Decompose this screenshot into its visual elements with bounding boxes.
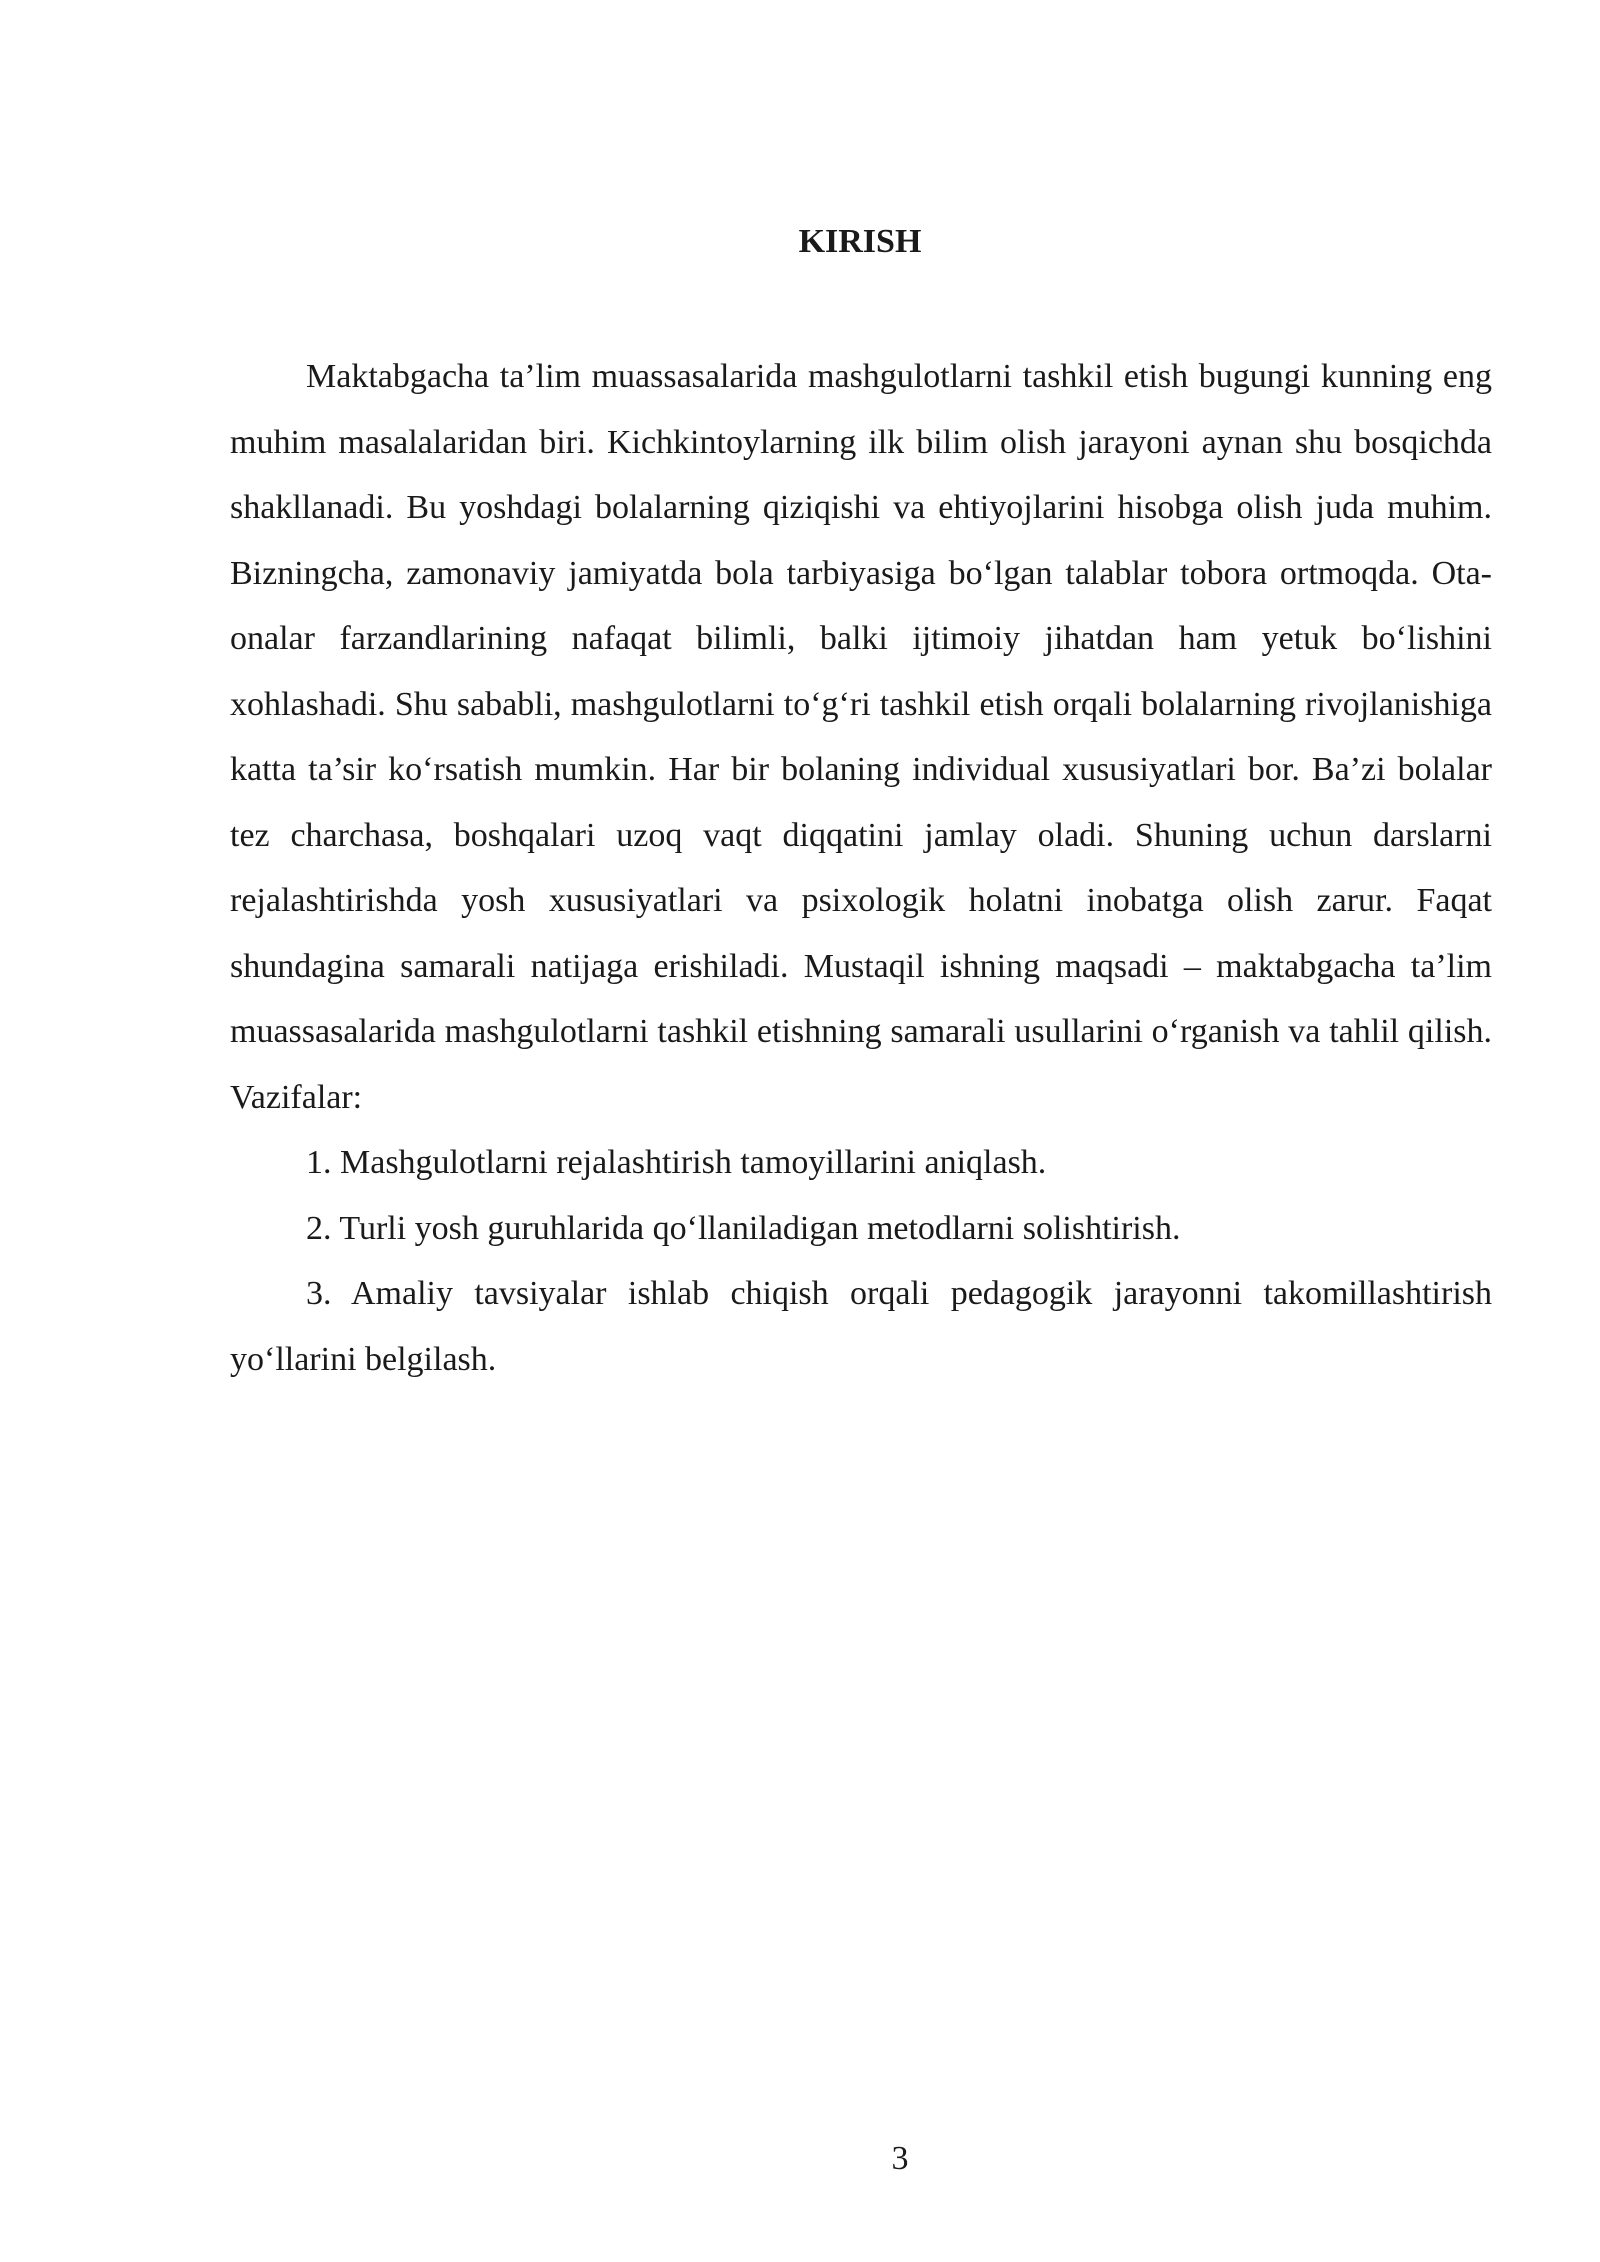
body-text <box>230 344 1492 1392</box>
page-number: 3 <box>891 2140 909 2177</box>
task-item-3: 3. Amaliy tavsiyalar ishlab chiqish orqali pedagogik jarayonni takomillashtirish yo‘llarini belgilash. <box>230 1275 1492 1378</box>
page-title: KIRISH <box>798 223 922 260</box>
task-item-1: 1. Mashgulotlarni rejalashtirish tamoyillarini aniqlash. <box>306 1144 1047 1181</box>
task-item-2: 2. Turli yosh guruhlarida qo‘llaniladigan metodlarni solishtirish. <box>306 1209 1181 1247</box>
intro-paragraph: Maktabgacha ta’lim muassasalarida mashgulotlarni tashkil etish bugungi kunning eng muhim masalalaridan biri. Kichkintoylarning ilk bilim olish jarayoni aynan shu bosqichda shakllanadi. Bu yoshdagi bolalarning qiziqishi va ehtiyojlarini hisobga olish juda muhim. Bizningcha, zamonaviy jamiyatda bola tarbiyasiga bo‘lgan talablar tobora ortmoqda. Ota-onalar farzandlarining nafaqat bilimli, balki ijtimoiy jihatdan ham yetuk bo‘lishini xohlashadi. Shu sababli, mashgulotlarni to‘g‘ri tashkil etish orqali bolalarning rivojlanishiga katta ta’sir ko‘rsatish mumkin. Har bir bolaning individual xususiyatlari bor. Ba’zi bolalar tez charchasa, boshqalari uzoq vaqt diqqatini jamlay oladi. Shuning uchun darslarni rejalashtirishda yosh xususiyatlari va psixologik holatni inobatga olish zarur. Faqat shundagina samarali natijaga erishiladi. Mustaqil ishning maqsadi – maktabgacha ta’lim muassasalarida mashgulotlarni tashkil etishning samarali usullarini o‘rganish va tahlil qilish. Vazifalar: <box>230 358 1492 1116</box>
